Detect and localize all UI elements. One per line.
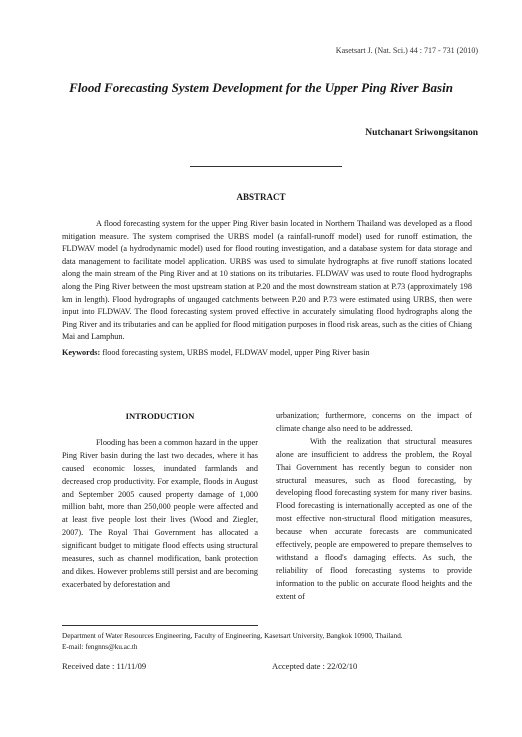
received-date: Received date : 11/11/09 — [62, 661, 147, 671]
accepted-date: Accepted date : 22/02/10 — [272, 661, 358, 671]
abstract-heading: ABSTRACT — [236, 192, 286, 202]
intro-paragraph-1: Flooding has been a common hazard in the upper Ping River basin during the last two decades, where it has caused economic losses, inundated farmlands and decreased crop productivity. For example, floods in August and September 2005 caused property damage of 1,000 million baht, more than 250,000 people were affected and at least five people lost their lives (Wood and Ziegler, 2007). The Royal Thai Government has allocated a significant budget to mitigate flood effects using structural measures, such as channel modification, bank protection and dikes. However problems still persist and are becoming exacerbated by deforestation and — [62, 437, 258, 589]
introduction-heading: INTRODUCTION — [125, 411, 195, 421]
author-name: Nutchanart Sriwongsitanon — [365, 128, 478, 138]
intro-paragraph-2: With the realization that structural measures alone are insufficient to address the problem, the Royal Thai Government has recently begun to consider non structural measures, such as flood forecasting, by developing flood forecasting system for many river basins. Flood forecasting is internationally accepted as one of the most effective non-structural flood mitigation measures, because when accurate forecasts are communicated effectively, people are empowered to prepare themselves to withstand a flood's damaging effects. As such, the reliability of flood forecasting systems to provide information to the public on accurate flood heights and the extent of — [276, 436, 472, 601]
intro-paragraph-1-continued: urbanization; furthermore, concerns on the impact of climate change also need to be addressed. — [276, 411, 472, 433]
footnote-divider — [62, 625, 258, 626]
keywords-label: Keywords: — [62, 348, 101, 357]
title-divider — [190, 166, 342, 167]
author-email: E-mail: fengnns@ku.ac.th — [62, 643, 138, 651]
left-column — [62, 410, 258, 592]
keywords — [62, 347, 472, 360]
paper-title: Flood Forecasting System Development for the Upper Ping River Basin — [69, 80, 453, 95]
abstract-body: A flood forecasting system for the upper Ping River basin located in Northern Thailand was developed as a flood mitigation measure. The system comprised the URBS model (a rainfall-runoff model) used for runoff estimation, the FLDWAV model (a hydrodynamic model) used for flood routing investigation, and a database system for data storage and data management to facilitate model application. URBS was used to simulate hydrographs at five runoff stations located along the main stream of the Ping River and at 10 stations on its tributaries. FLDWAV was used to route flood hydrographs along the Ping River between the most upstream station at P.20 and the most downstream station at P.73 (approximately 198 km in length). Flood hydrographs of ungauged catchments between P.20 and P.73 were estimated using URBS, then were input into FLDWAV. The flood forecasting system proved effective in accurately simulating flood hydrographs along the Ping River and its tributaries and can be applied for flood mitigation purposes in flood risk areas, such as the cities of Chiang Mai and Lamphun. — [62, 219, 472, 342]
keywords-list: flood forecasting system, URBS model, FLDWAV model, upper Ping River basin — [102, 348, 370, 357]
right-column — [276, 410, 472, 604]
journal-reference: Kasetsart J. (Nat. Sci.) 44 : 717 - 731 (2010) — [335, 46, 478, 55]
author-affiliation: Department of Water Resources Engineering, Faculty of Engineering, Kasetsart University, Bangkok 10900, Thailand. — [62, 632, 403, 640]
footnote — [62, 631, 472, 653]
